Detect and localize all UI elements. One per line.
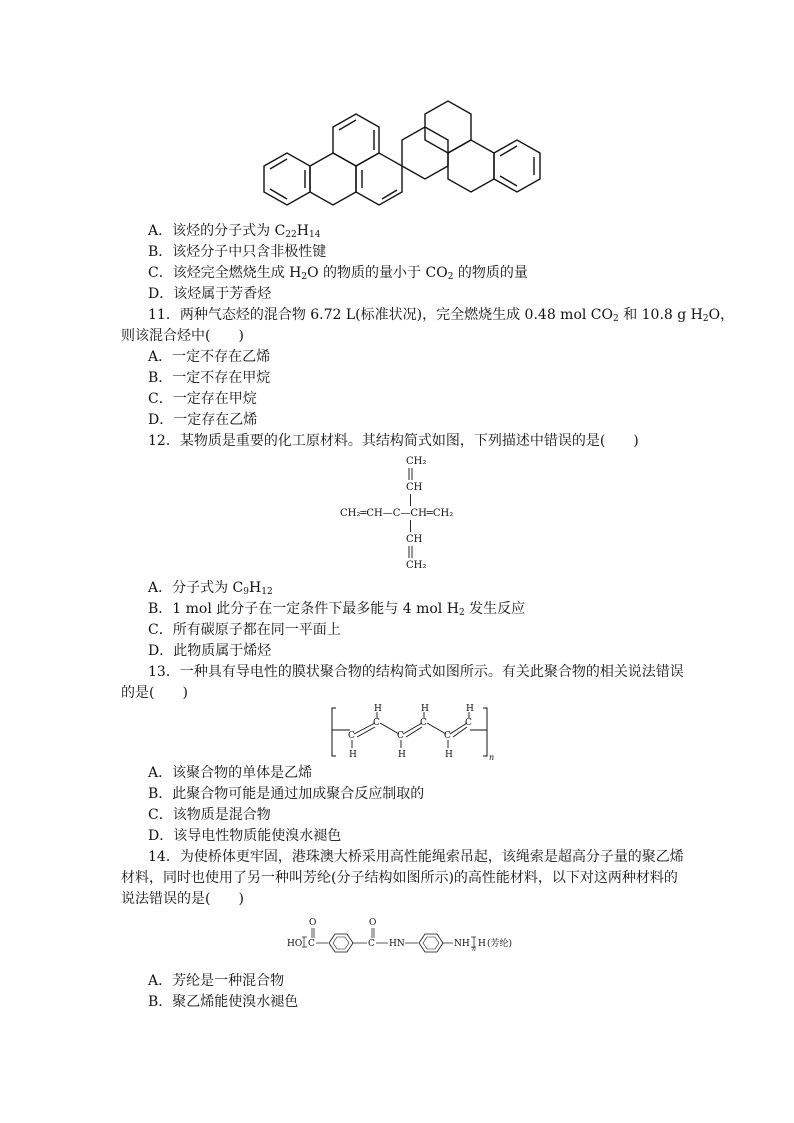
q13-stem-line2: 的是( ) <box>121 685 188 701</box>
q13-option-b: B．此聚合物可能是通过加成聚合反应制取的 <box>148 786 425 802</box>
aramid-c2: C <box>368 939 375 949</box>
polymer-h1: H <box>349 750 357 760</box>
q10-option-d: D．该烃属于芳香烃 <box>148 286 272 302</box>
q10-option-b: B．该烃分子中只含非极性键 <box>148 244 327 260</box>
q12-option-d: D．此物质属于烯烃 <box>148 643 272 659</box>
structure-top-ch2: CH₂ <box>406 456 427 467</box>
structure-top-ch: CH <box>406 482 423 493</box>
polymer-c5: C <box>444 731 451 741</box>
structure-bottom-ch2: CH₂ <box>406 560 427 571</box>
aramid-c1: C <box>308 939 315 949</box>
aramid-o2: O <box>369 918 377 928</box>
aramid-n: n <box>472 946 476 953</box>
polymer-h5: H <box>445 750 453 760</box>
q12-option-b: B．1 mol 此分子在一定条件下最多能与 4 mol $H_2$ 发生反应 <box>148 601 526 618</box>
q12-stem: 12．某物质是重要的化工原材料。其结构简式如图，下列描述中错误的是( ) <box>148 433 639 449</box>
q14-stem-line2: 材料，同时也使用了另一种叫芳纶(分子结构如图所示)的高性能材料，以下对这两种材料的 <box>121 870 678 886</box>
q13-option-d: D．该导电性物质能使溴水褪色 <box>148 828 342 844</box>
polymer-c4: C <box>420 718 427 728</box>
aramid-h: H <box>478 939 486 949</box>
q11-option-d: D．一定存在乙烯 <box>148 412 258 428</box>
branched-triene-structure <box>330 452 500 572</box>
polymer-h3: H <box>398 750 406 760</box>
q14-stem-line1: 14．为使桥体更牢固，港珠澳大桥采用高性能绳索吊起，该绳索是超高分子量的聚乙烯 <box>148 849 684 865</box>
polymer-n-subscript: n <box>489 753 495 762</box>
q12-option-c: C．所有碳原子都在同一平面上 <box>148 622 341 638</box>
polymer-c1: C <box>348 731 355 741</box>
q11-option-c: C．一定存在甲烷 <box>148 391 257 407</box>
q12-option-a: A．分子式为 $C_9H_{12}$ <box>148 580 273 597</box>
q11-stem-line2: 则该混合烃中( ) <box>121 328 244 344</box>
aramid-ho: HO <box>287 939 303 949</box>
aramid-o1: O <box>309 918 317 928</box>
q11-stem-line1: 11．两种气态烃的混合物 6.72 L(标准状况)，完全燃烧生成 0.48 mol $CO_2$ 和 10.8 g $H_2O$， <box>148 307 735 324</box>
aramid-nh: NH <box>454 939 470 949</box>
q11-option-a: A．一定不存在乙烯 <box>148 349 271 365</box>
polymer-h2: H <box>374 704 382 714</box>
polymer-c6: C <box>465 718 472 728</box>
aramid-label: (芳纶) <box>487 939 513 949</box>
polymer-c3: C <box>397 731 404 741</box>
q14-option-a: A．芳纶是一种混合物 <box>148 973 285 989</box>
aramid-structure <box>285 914 545 958</box>
polyacetylene-structure <box>328 704 498 762</box>
polymer-h6: H <box>466 704 474 714</box>
polymer-c2: C <box>373 718 380 728</box>
aromatic-hydrocarbon-structure <box>250 98 570 210</box>
q10-option-a: A．该烃的分子式为 $C_{22}H_{14}$ <box>148 223 321 240</box>
q13-option-c: C．该物质是混合物 <box>148 807 271 823</box>
aramid-hn: HN <box>389 939 405 949</box>
q13-stem-line1: 13．一种具有导电性的膜状聚合物的结构简式如图所示。有关此聚合物的相关说法错误 <box>148 664 684 680</box>
q11-option-b: B．一定不存在甲烷 <box>148 370 271 386</box>
q14-stem-line3: 说法错误的是( ) <box>121 891 244 907</box>
q13-option-a: A．该聚合物的单体是乙烯 <box>148 765 313 781</box>
q14-option-b: B．聚乙烯能使溴水褪色 <box>148 994 299 1010</box>
q10-option-c: C．该烃完全燃烧生成 $H_2O$ 的物质的量小于 $CO_2$ 的物质的量 <box>148 265 528 282</box>
polymer-h4: H <box>421 704 429 714</box>
structure-bottom-ch: CH <box>406 534 423 545</box>
structure-main-chain: CH₂═CH—C—CH═CH₂ <box>340 508 454 519</box>
